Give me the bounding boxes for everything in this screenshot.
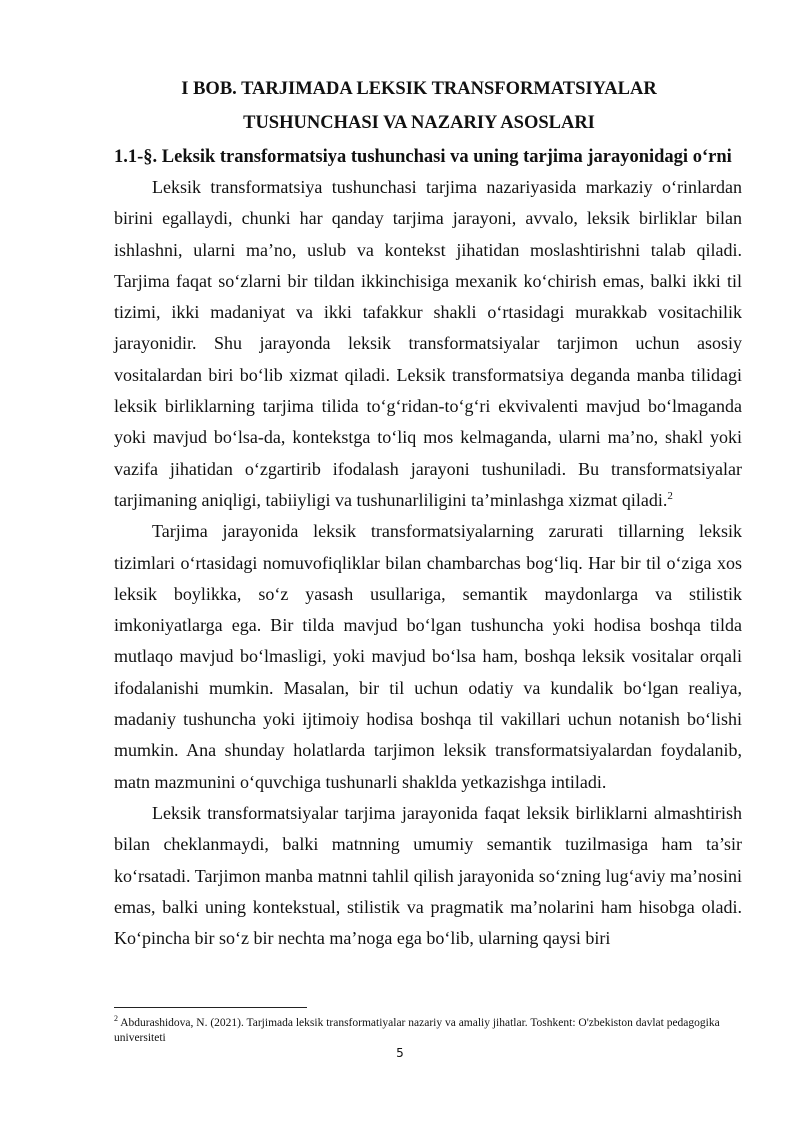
chapter-title-line-2: TUSHUNCHASI VA NAZARIY ASOSLARI — [243, 113, 595, 133]
section-title: 1.1-§. Leksik transformatsiya tushunchasi va uning tarjima jarayonidagi o‘rni — [114, 147, 732, 167]
chapter-title-line-1: I BOB. TARJIMADA LEKSIK TRANSFORMATSIYALAR — [181, 79, 657, 99]
paragraph-1 — [114, 172, 742, 516]
page-number: 5 — [396, 1046, 404, 1060]
body-text — [114, 172, 742, 954]
paragraph-2: Tarjima jarayonida leksik transformatsiyalarning zarurati tillarning leksik tizimlari o‘rtasidagi nomuvofiqliklar bilan chambarchas bog‘liq. Har bir til o‘ziga xos leksik boylikka, so‘z yasash usullariga, semantik maydonlarga va stilistik imkoniyatlarga ega. Bir tilda mavjud bo‘lgan tushuncha yoki hodisa boshqa tilda mutlaqo mavjud bo‘lmasligi, yoki mavjud bo‘lsa ham, boshqa leksik vositalar orqali ifodalanishi mumkin. Masalan, bir til uchun odatiy va kundalik bo‘lgan realiya, madaniy tushuncha yoki ijtimoiy hodisa boshqa til vakillari uchun notanish bo‘lishi mumkin. Ana shunday holatlarda tarjimon leksik transformatsiyalardan foydalanib, matn mazmunini o‘quvchiga tushunarli shaklda yetkazishga intiladi. — [114, 521, 742, 792]
paragraph-1-text: Leksik transformatsiya tushunchasi tarjima nazariyasida markaziy o‘rinlardan birini egallaydi, chunki har qanday tarjima jarayoni, avvalo, leksik birliklar bilan ishlashni, ularni ma’no, uslub va kontekst jihatidan moslashtirishni talab qiladi. Tarjima faqat so‘zlarni bir tildan ikkinchisiga mexanik ko‘chirish emas, balki ikki til tizimi, ikki madaniyat va ikki tafakkur shakli o‘rtasidagi murakkab vositachilik jarayonidir. Shu jarayonda leksik transformatsiyalar tarjimon uchun asosiy vositalardan biri bo‘lib xizmat qiladi. Leksik transformatsiya deganda manba tilidagi leksik birliklarning tarjima tilida to‘g‘ridan-to‘g‘ri ekvivalenti mavjud bo‘lmaganda yoki mavjud bo‘lsa-da, kontekstga to‘liq mos kelmaganda, ularni ma’no, shakl yoki vazifa jihatidan o‘zgartirib ifodalash jarayoni tushuniladi. Bu transformatsiyalar tarjimaning aniqligi, tabiiyligi va tushunarliligini ta’minlashga xizmat qiladi. — [114, 177, 742, 510]
footnote-text: Abdurashidova, N. (2021). Tarjimada leksik transformatiyalar nazariy va amaliy jihatlar. Toshkent: O'zbekiston davlat pedagogika universiteti — [114, 1017, 720, 1044]
footnote-divider — [114, 1007, 307, 1008]
footnote — [114, 1016, 734, 1046]
footnote-reference: 2 — [667, 489, 673, 502]
paragraph-3: Leksik transformatsiyalar tarjima jarayonida faqat leksik birliklarni almashtirish bilan cheklanmaydi, balki matnning umumiy semantik tuzilmasiga ham ta’sir ko‘rsatadi. Tarjimon manba matnni tahlil qilish jarayonida so‘zning lug‘aviy ma’nosini emas, balki uning kontekstual, stilistik va pragmatik ma’nolarini ham hisobga oladi. Ko‘pincha bir so‘z bir nechta ma’noga ega bo‘lib, ularning qaysi biri — [114, 802, 742, 949]
footnote-number: 2 — [114, 1014, 118, 1024]
